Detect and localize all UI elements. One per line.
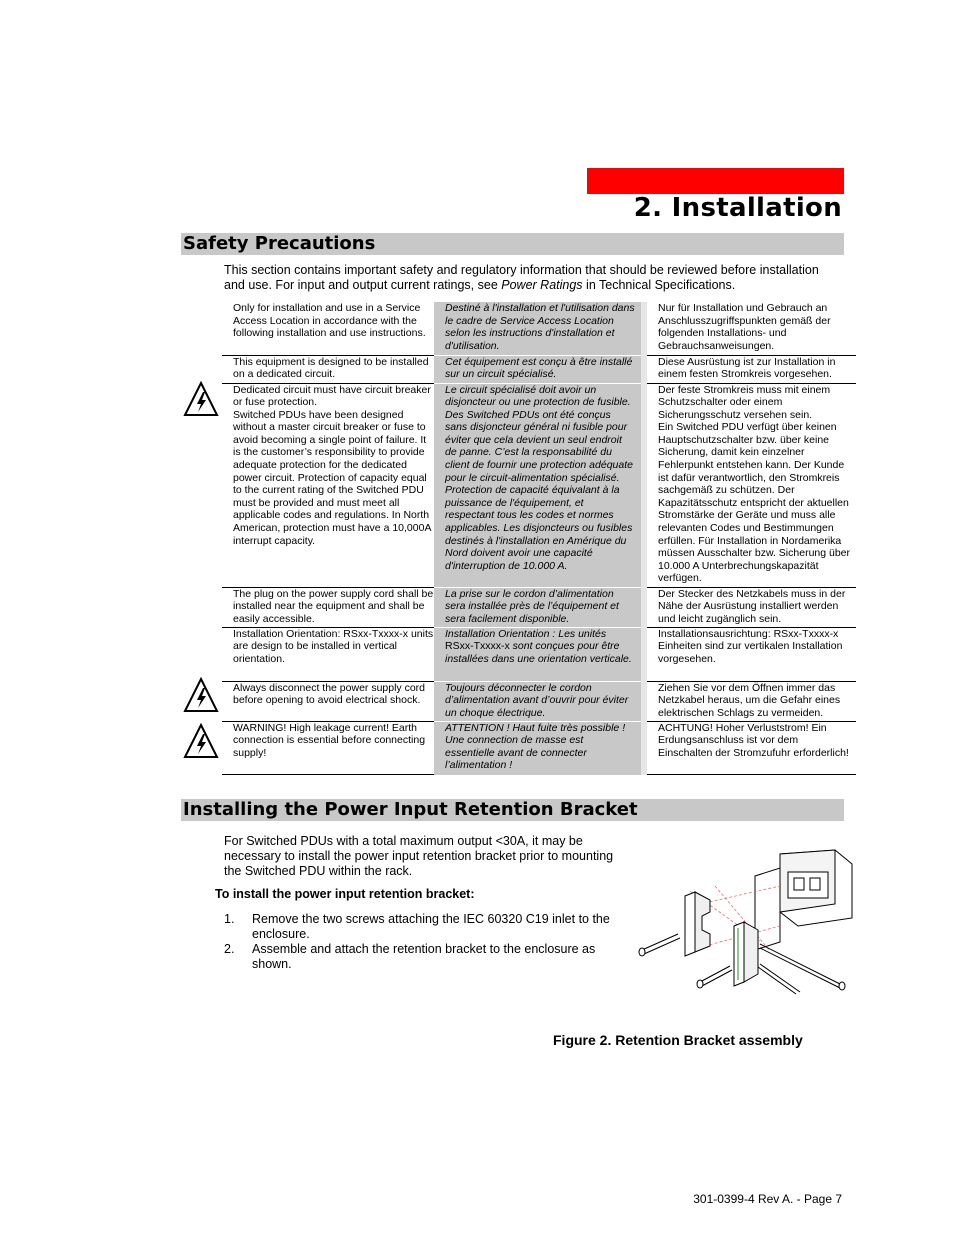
intro-text-2: in Technical Specifications. [582, 278, 736, 292]
electrical-hazard-icon [183, 381, 219, 417]
intro-text-1: This section contains important safety and regulatory information that should be reviewed before installation and use. For input and output current ratings, see [224, 263, 819, 292]
step-number: 1. [224, 912, 235, 926]
electrical-hazard-icon [183, 677, 219, 713]
chapter-color-bar [587, 168, 844, 194]
cell-english: Only for installation and use in a Service Access Location in accordance with the following installation and use instructions. [222, 302, 434, 355]
cell-english: Always disconnect the power supply cord before opening to avoid electrical shock. [222, 681, 434, 721]
table-row [222, 627, 856, 681]
cell-french: Cet équipement est conçu à être installé sur un circuit spécialisé. [434, 355, 644, 383]
page-footer: 301-0399-4 Rev A. - Page 7 [693, 1192, 842, 1206]
retention-bracket-figure [630, 846, 855, 996]
cell-french-part: Installation Orientation : Les unités [445, 627, 607, 640]
cell-french: Destiné à l'installation et l'utilisation dans le cadre de Service Access Location selon les instructions d'installation et d'utilisation. [434, 302, 644, 355]
table-row [222, 587, 856, 627]
step-list [224, 912, 624, 972]
step-text: Assemble and attach the retention bracket to the enclosure as shown. [252, 942, 596, 971]
step-number: 2. [224, 942, 235, 956]
cell-german: Nur für Installation und Gebrauch an Anschlusszugriffspunkten gemäß der folgenden Installations- und Gebrauchsanweisungen. [644, 302, 856, 355]
section-heading-bracket: Installing the Power Input Retention Bracket [181, 799, 844, 821]
section-heading-safety: Safety Precautions [181, 233, 844, 255]
table-row [222, 721, 856, 774]
chapter-title: 2. Installation [633, 193, 842, 223]
cell-german: Der feste Stromkreis muss mit einem Schutzschalter oder einem Sicherungsschutz versehen sein. Ein Switched PDU verfügt über keinen Hauptschutzschalter bzw. über keine Sicherung, damit kein einzelner Fehlerpunkt entstehen kann. Der Kunde ist dafür verantwortlich, den Stromkreis sachgemäß zu schützen. Der Kapazitätsschutz entspricht der aktuellen Stromstärke der Geräte und muss alle relevanten Codes und Bestimmungen erfüllen. Für Installation in Nordamerika müssen Ausschalter bzw. Sicherung über 10.000 A Unterbrechungskapazität verfügen. [644, 383, 856, 587]
safety-table [222, 302, 856, 775]
cell-german: ACHTUNG! Hoher Verluststrom! Ein Erdungsanschluss ist vor dem Einschalten der Stromzufuhr erforderlich! [644, 721, 856, 774]
cell-french [434, 627, 644, 681]
table-row [222, 681, 856, 721]
cell-french: La prise sur le cordon d’alimentation sera installée près de l’équipement et sera facilement disponible. [434, 587, 644, 627]
list-item [224, 912, 624, 942]
figure-caption: Figure 2. Retention Bracket assembly [553, 1032, 803, 1048]
table-row [222, 383, 856, 587]
procedure-heading: To install the power input retention bracket: [215, 887, 475, 901]
intro-paragraph [224, 263, 834, 293]
step-text: Remove the two screws attaching the IEC 60320 C19 inlet to the enclosure. [252, 912, 610, 941]
intro-link-text: Power Ratings [501, 278, 583, 292]
cell-german: Der Stecker des Netzkabels muss in der Nähe der Ausrüstung installiert werden und leicht zugänglich sein. [644, 587, 856, 627]
cell-english: The plug on the power supply cord shall be installed near the equipment and shall be easily accessible. [222, 587, 434, 627]
list-item [224, 942, 624, 972]
electrical-hazard-icon [183, 723, 219, 759]
cell-german: Diese Ausrüstung ist zur Installation in einem festen Stromkreis vorgesehen. [644, 355, 856, 383]
cell-french-part: sont conçues pour être installées dans une orientation verticale. [445, 640, 632, 665]
cell-french: Toujours déconnecter le cordon d’alimentation avant d’ouvrir pour éviter un choque électrique. [434, 681, 644, 721]
cell-english: Installation Orientation: RSxx-Txxxx-x units are design to be installed in vertical orientation. [222, 627, 434, 681]
cell-german: Installationsausrichtung: RSxx-Txxxx-x Einheiten sind zur vertikalen Installation vorgesehen. [644, 627, 856, 681]
cell-french: Le circuit spécialisé doit avoir un disjoncteur ou une protection de fusible. Des Switched PDUs ont été conçus sans disjoncteur général ni fusible pour éviter que cela devient un seul endroit de panne. C’est la responsabilité du client de fournir une protection adéquate pour le circuit-alimentation spécialisé. Protection de capacité équivalant à la puissance de l'équipement, et respectant tous les codes et normes applicables. Les disjoncteurs ou fusibles destinés à l'installation en Amérique du Nord doivent avoir une capacité d'interruption de 10.000 A. [434, 383, 644, 587]
cell-english: This equipment is designed to be installed on a dedicated circuit. [222, 355, 434, 383]
table-row [222, 302, 856, 355]
table-row [222, 355, 856, 383]
cell-french-model: RSxx-Txxxx-x [445, 640, 510, 653]
cell-english: WARNING! High leakage current! Earth connection is essential before connecting supply! [222, 721, 434, 774]
cell-german: Ziehen Sie vor dem Öffnen immer das Netzkabel heraus, um die Gefahr eines elektrischen Schlags zu vermeiden. [644, 681, 856, 721]
cell-english: Dedicated circuit must have circuit breaker or fuse protection. Switched PDUs have been designed without a master circuit breaker or fuse to avoid becoming a single point of failure. It is the customer’s responsibility to provide adequate protection for the dedicated power circuit. Protection of capacity equal to the current rating of the Switched PDU must be provided and must meet all applicable codes and regulations. In North American, protection must have a 10,000A interrupt capacity. [222, 383, 434, 587]
cell-french: ATTENTION ! Haut fuite très possible ! Une connection de masse est essentielle avant de connecter l’alimentation ! [434, 721, 644, 774]
bracket-paragraph: For Switched PDUs with a total maximum output <30A, it may be necessary to install the power input retention bracket prior to mounting the Switched PDU within the rack. [224, 834, 614, 878]
